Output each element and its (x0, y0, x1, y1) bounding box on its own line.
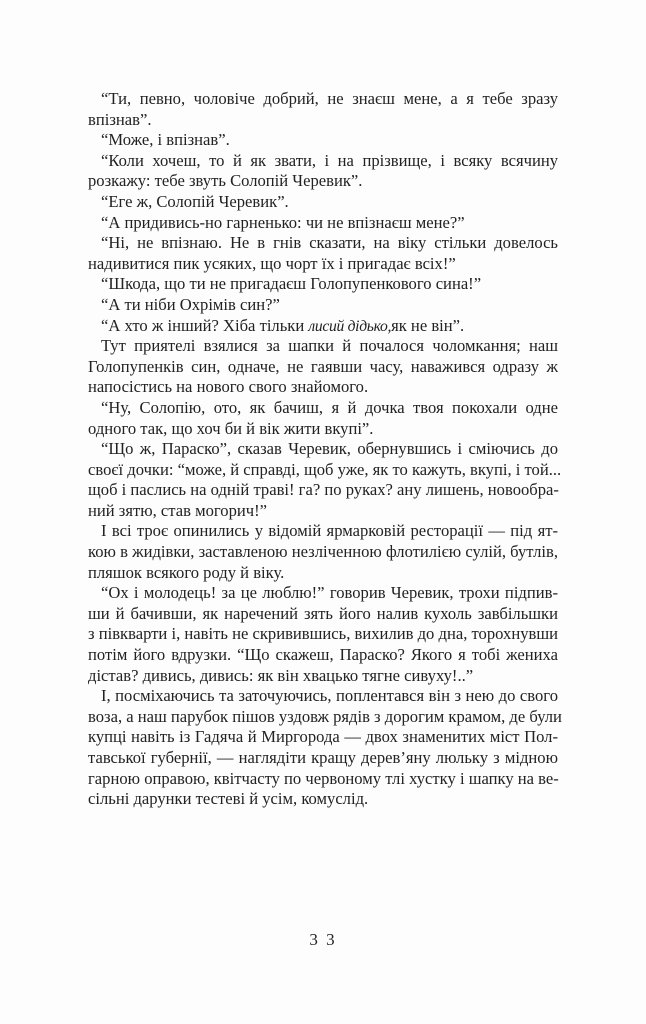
text-line: напосістись на нового свого знайомого. (88, 377, 369, 397)
text-line: дістав? дивись, дивись: як він хвацько тягне сивуху!..” (88, 665, 474, 685)
text-line: одного так, що хоч би й вік жити вкупі”. (88, 418, 374, 438)
text-line: кою в жидівки, заставленою незліченною флотилією сулій, бутлів, (88, 542, 558, 562)
text-line: розкажу: тебе звуть Солопій Черевик”. (88, 171, 363, 191)
text-segment: як не він”. (391, 315, 465, 335)
text-line: гарною оправою, квітчасту по червоному тлі хустку і шапку на ве- (88, 768, 559, 788)
italic-phrase: лисий дідько, (308, 317, 392, 335)
text-line: “Ти, певно, чоловіче добрий, не знаєш мене, а я тебе зразу (101, 89, 558, 108)
text-segment: “А хто ж інший? Хіба тільки (101, 315, 309, 335)
text-line: щоб і паслись на одній траві! га? по руках? ану лишень, новообра- (88, 480, 559, 500)
text-line: “Ну, Солопію, ото, як бачиш, я й дочка твоя покохали одне (101, 397, 558, 417)
text-line: І, посміхаючись та заточуючись, поплентався він з нею до свого (101, 686, 558, 706)
text-line: “Ох і молодець! за це люблю!” говорив Черевик, трохи підпив- (101, 583, 558, 603)
text-line: тавської губернії, — наглядіти кращу дерев’яну люльку з мідною (88, 748, 558, 767)
text-line: сільні дарунки тестеві й усім, комуслід. (88, 789, 369, 809)
text-line: своєї дочки: “може, й справді, щоб уже, як то кажуть, вкупі, і той... (88, 459, 562, 479)
page-number: 3 3 (309, 930, 337, 949)
text-line: “А придивись-но гарненько: чи не впізнаєш мене?” (101, 212, 465, 232)
text-line: Тут приятелі взялися за шапки й почалося чоломкання; наш (101, 336, 558, 356)
text-line: “А ти ніби Охрімів син?” (101, 294, 280, 314)
text-line: купці навіть із Гадяча й Миргорода — двох знаменитих міст Пол- (88, 727, 558, 747)
text-block (88, 89, 562, 810)
text-line: ши й бачивши, як наречений зять його налив кухоль завбільшки (88, 603, 558, 623)
text-line: “Може, і впізнав”. (101, 130, 230, 150)
text-line: ний зятю, став могорич!” (88, 500, 267, 520)
text-line (88, 316, 558, 337)
text-line: з півкварти і, навіть не скривившись, вихилив до дна, торохнувши (88, 624, 558, 644)
text-line: впізнав”. (88, 109, 152, 129)
text-line: “Ні, не впізнаю. Не в гнів сказати, на віку стільки довелось (101, 233, 558, 253)
text-line: “Що ж, Параско”, сказав Черевик, обернувшись і сміючись до (101, 439, 558, 459)
text-line: “Еге ж, Солопій Черевик”. (101, 191, 289, 211)
text-line: потім його вдрузки. “Що скажеш, Параско? Якого я тобі жениха (88, 645, 558, 665)
text-line: “Шкода, що ти не пригадаєш Голопупенкового сина!” (101, 274, 482, 294)
text-line: воза, а наш парубок пішов уздовж рядів з дорогим крамом, де були (88, 706, 562, 726)
text-line: надивитися пик усяких, що чорт їх і пригадає всіх!” (88, 253, 456, 273)
text-line: І всі троє опинились у відомій ярмарковій ресторації — під ят- (101, 521, 558, 541)
text-line: пляшок всякого роду й віку. (88, 562, 285, 582)
text-line: Голопупенків син, одначе, не гаявши часу, наважився одразу ж (88, 356, 558, 376)
text-line: “Коли хочеш, то й як звати, і на прізвище, і всяку всячину (101, 150, 558, 170)
